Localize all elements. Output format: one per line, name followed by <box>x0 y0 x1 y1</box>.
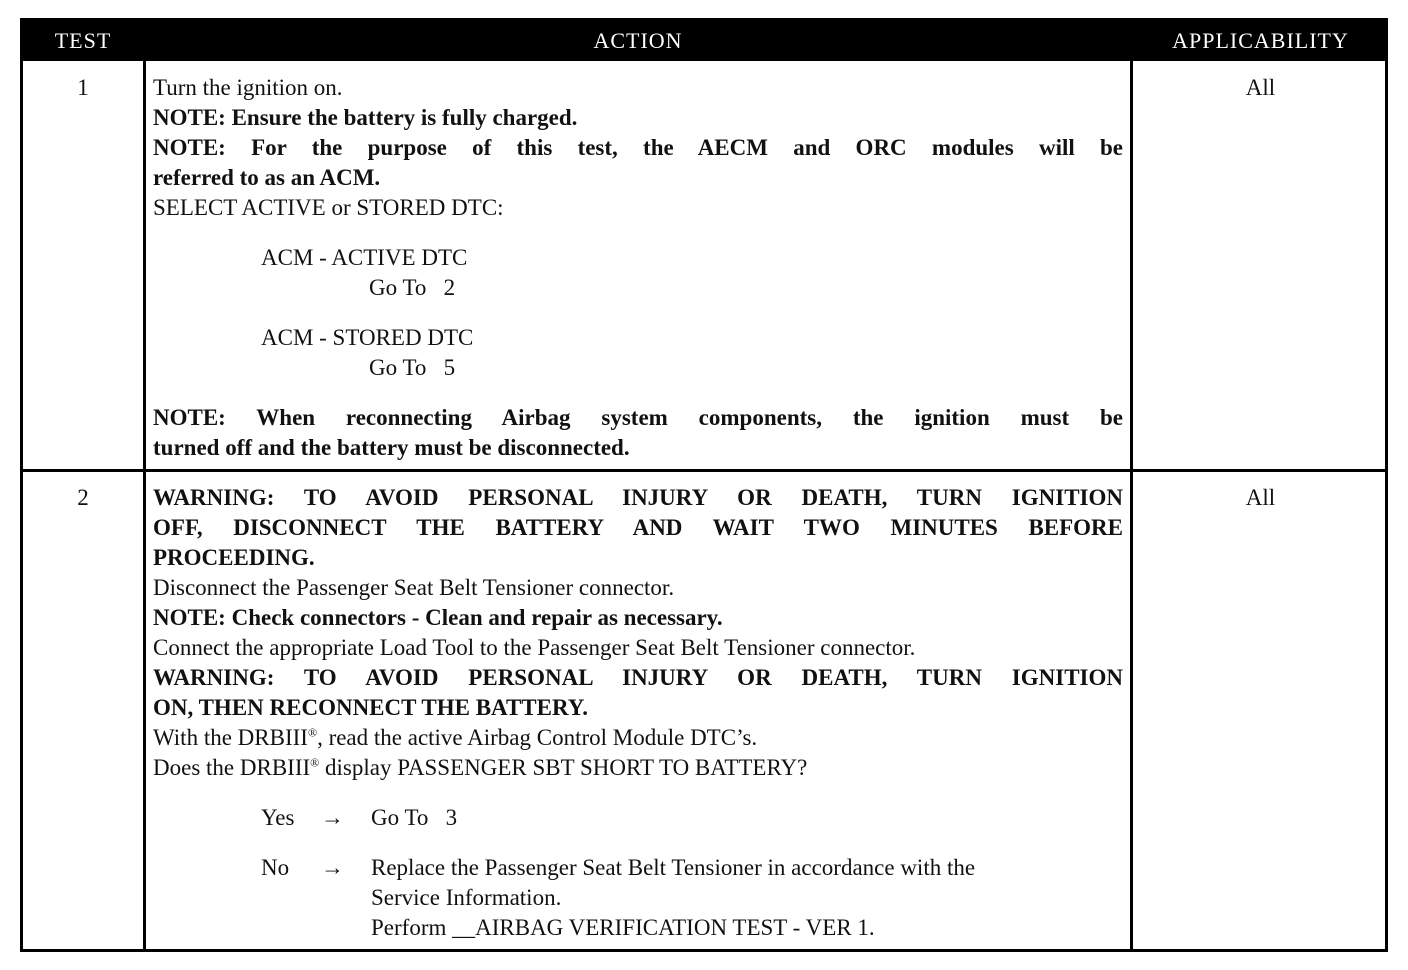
row-2-action <box>153 483 1123 943</box>
action-text-part: With the DRBIII <box>153 725 308 750</box>
note-line: NOTE: Ensure the battery is fully charged. <box>153 105 578 130</box>
row-divider <box>23 469 1385 472</box>
action-text-part: display PASSENGER SBT SHORT TO BATTERY? <box>319 755 808 780</box>
action-line: Disconnect the Passenger Seat Belt Tensioner connector. <box>153 575 675 600</box>
action-text-part: , read the active Airbag Control Module DTC’s. <box>317 725 758 750</box>
no-branch <box>153 853 1123 883</box>
action-text-part: Does the DRBIII <box>153 755 311 780</box>
go-to-step: Go To 5 <box>369 355 456 380</box>
action-line: SELECT ACTIVE or STORED DTC: <box>153 195 504 220</box>
no-label: No <box>261 855 290 880</box>
option-label: ACM - ACTIVE DTC <box>261 245 468 270</box>
option-label: ACM - STORED DTC <box>261 325 474 350</box>
header-test: TEST <box>54 28 112 53</box>
header-action: ACTION <box>593 28 683 53</box>
row-1-applicability: All <box>1245 75 1276 100</box>
row-2-applicability: All <box>1245 485 1276 510</box>
note-line: NOTE: Check connectors - Clean and repair as necessary. <box>153 605 723 630</box>
go-to-step: Go To 3 <box>371 805 458 830</box>
question-line <box>153 753 1123 783</box>
arrow-icon: → <box>321 855 344 880</box>
warning-line: OFF, DISCONNECT THE BATTERY AND WAIT TWO MINUTES BEFORE <box>153 515 1123 540</box>
header-applicability: APPLICABILITY <box>1172 28 1349 53</box>
no-result-line: Service Information. <box>371 885 562 910</box>
note-line: NOTE: For the purpose of this test, the AECM and ORC modules will be <box>153 135 1123 160</box>
yes-label: Yes <box>261 805 295 830</box>
note-line: turned off and the battery must be disconnected. <box>153 435 630 460</box>
action-line <box>153 723 1123 753</box>
row-2-test-number: 2 <box>77 485 89 510</box>
warning-line: PROCEEDING. <box>153 545 315 570</box>
warning-line: WARNING: TO AVOID PERSONAL INJURY OR DEATH, TURN IGNITION <box>153 485 1123 510</box>
no-result-line: Perform __AIRBAG VERIFICATION TEST - VER 1. <box>371 915 875 940</box>
note-line: NOTE: When reconnecting Airbag system components, the ignition must be <box>153 405 1123 430</box>
diagnostic-table <box>20 18 1388 952</box>
registered-mark: ® <box>310 755 320 770</box>
row-1-action <box>153 73 1123 463</box>
column-divider-1 <box>143 61 146 949</box>
action-line: Connect the appropriate Load Tool to the Passenger Seat Belt Tensioner connector. <box>153 635 916 660</box>
warning-line: WARNING: TO AVOID PERSONAL INJURY OR DEATH, TURN IGNITION <box>153 665 1123 690</box>
go-to-step: Go To 2 <box>369 275 456 300</box>
warning-line: ON, THEN RECONNECT THE BATTERY. <box>153 695 589 720</box>
table-header <box>23 21 1385 61</box>
arrow-icon: → <box>321 805 344 830</box>
note-line: referred to as an ACM. <box>153 165 381 190</box>
yes-branch <box>153 803 1123 833</box>
row-1-test-number: 1 <box>77 75 89 100</box>
action-line: Turn the ignition on. <box>153 75 343 100</box>
no-result-line: Replace the Passenger Seat Belt Tensioner in accordance with the <box>371 855 976 880</box>
registered-mark: ® <box>307 725 318 740</box>
